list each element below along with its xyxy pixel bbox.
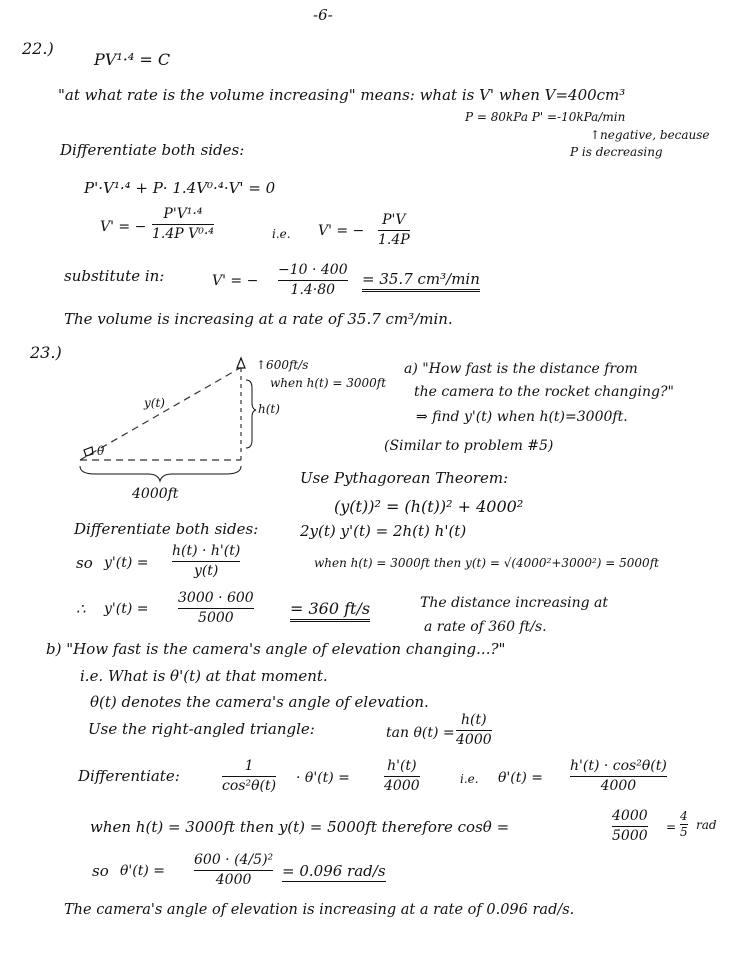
tan-denominator: 4000 (456, 732, 492, 748)
problem-22-question: "at what rate is the volume increasing" means: what is V' when V=400cm³ (58, 86, 626, 104)
problem-22-subst-result: = 35.7 cm³/min (362, 270, 480, 292)
part-b-theta-lhs: θ'(t) = (498, 770, 544, 786)
problem-22-conclusion: The volume is increasing at a rate of 35.7 cm³/min. (64, 310, 453, 328)
cos-denominator: 5000 (612, 828, 648, 844)
rocket-icon (237, 358, 245, 368)
final-numerator: 600 · (4/5)² (194, 852, 274, 868)
part-b-so: so (92, 862, 109, 880)
problem-22-conditions: P = 80kPa P' =-10kPa/min (465, 110, 626, 124)
height-brace (246, 380, 256, 448)
problem-22-subst-lhs: V' = − (212, 273, 259, 289)
part-b-conclusion: The camera's angle of elevation is increasing at a rate of 0.096 rad/s. (64, 902, 575, 918)
part-b-rad: rad (696, 818, 717, 832)
part-a-so: so (76, 554, 93, 572)
part-a-when-y: when h(t) = 3000ft then y(t) = √(4000²+3000²) = 5000ft (314, 556, 659, 570)
part-a-similar: (Similar to problem #5) (384, 438, 554, 454)
part-a-conclusion-1: The distance increasing at (420, 595, 609, 611)
problem-22-eq1: P'·V¹·⁴ + P· 1.4V⁰·⁴·V' = 0 (84, 179, 276, 197)
yprime-denominator: y(t) (193, 563, 219, 579)
problem-22-step-differentiate: Differentiate both sides: (60, 141, 245, 159)
part-a-differentiate-label: Differentiate both sides: (74, 520, 259, 538)
part-a-find: ⇒ find y'(t) when h(t)=3000ft. (416, 409, 628, 425)
part-b-cos-fraction (612, 808, 648, 845)
subst-numerator: −10 · 400 (278, 262, 348, 278)
problem-22-substitute-label: substitute in: (64, 267, 165, 285)
diagram-rate-label: ↑600ft/s (256, 358, 309, 372)
part-b-when: when h(t) = 3000ft then y(t) = 5000ft therefore cosθ = (90, 818, 510, 836)
part-b-ie2: i.e. (460, 772, 479, 786)
eq3-denominator: 1.4P (378, 232, 410, 248)
problem-22-ie: i.e. (272, 227, 291, 241)
part-a-question-1: a) "How fast is the distance from (404, 361, 638, 377)
theta-numerator: h'(t) · cos²θ(t) (570, 758, 667, 774)
final-denominator: 4000 (215, 872, 252, 888)
cos-numerator: 4000 (612, 808, 648, 824)
diagram-angle-label: θ (97, 444, 105, 458)
diagram-height-label: h(t) (258, 402, 280, 416)
eq2-denominator: 1.4P V⁰·⁴ (152, 226, 214, 242)
theta-denominator: 4000 (600, 778, 637, 794)
diagram-hypotenuse-label: y(t) (144, 396, 165, 410)
camera-icon (84, 447, 93, 456)
diagram-base-label: 4000ft (132, 486, 179, 502)
problem-22-note-1: ↑negative, because (590, 128, 710, 142)
part-b-ie: i.e. What is θ'(t) at that moment. (80, 667, 328, 685)
part-b-theta-fraction (570, 758, 667, 795)
part-b-cos-simplified (680, 810, 688, 839)
part-a-question-2: the camera to the rocket changing?" (414, 384, 674, 400)
d2-numerator: h'(t) (387, 758, 417, 774)
part-b-d1-fraction (222, 758, 276, 795)
part-b-final-fraction (194, 852, 273, 889)
part-a-calc-result: = 360 ft/s (290, 600, 370, 622)
calc-denominator: 5000 (198, 610, 234, 626)
eq3-numerator: P'V (382, 212, 406, 228)
part-b-tan-lhs: tan θ(t) = (386, 725, 455, 741)
part-b-final-lhs: θ'(t) = (120, 863, 166, 879)
problem-23-label: 23.) (30, 343, 62, 362)
part-b-tan-fraction (456, 712, 492, 749)
part-b-theta-def: θ(t) denotes the camera's angle of elevation. (90, 693, 429, 711)
part-b-d2-fraction (384, 758, 420, 795)
part-a-therefore: ∴ (76, 600, 86, 618)
part-b-final-result: = 0.096 rad/s (282, 862, 386, 880)
part-b-question: b) "How fast is the camera's angle of elevation changing...?" (46, 640, 506, 658)
page-number: -6- (313, 6, 333, 24)
part-a-conclusion-2: a rate of 360 ft/s. (424, 619, 547, 635)
problem-22-note-2: P is decreasing (570, 145, 663, 159)
d2-denominator: 4000 (384, 778, 420, 794)
part-a-calc-fraction (178, 590, 254, 627)
subst-denominator: 1.4·80 (290, 282, 336, 298)
cos-simplified-denominator: 5 (680, 825, 688, 839)
part-a-yprime-lhs: y'(t) = (104, 555, 149, 571)
part-a-pythagorean-eq: (y(t))² = (h(t))² + 4000² (334, 497, 524, 516)
part-a-yprime-fraction (172, 543, 240, 580)
part-a-pythagorean-label: Use Pythagorean Theorem: (300, 469, 509, 487)
eq2-numerator: P'V¹·⁴ (163, 206, 203, 222)
base-brace (80, 466, 241, 481)
d1-denominator: cos²θ(t) (222, 778, 277, 794)
part-a-calc-lhs: y'(t) = (104, 601, 149, 617)
d1-numerator: 1 (244, 758, 254, 774)
part-b-triangle: Use the right-angled triangle: (88, 720, 315, 738)
diagram-rate-condition: when h(t) = 3000ft (270, 376, 387, 390)
part-b-differentiate: Differentiate: (78, 767, 180, 785)
part-b-cos-equals: = (666, 820, 677, 834)
yprime-numerator: h(t) · h'(t) (172, 543, 241, 559)
problem-22-eq3-lhs: V' = − (318, 223, 365, 239)
calc-numerator: 3000 · 600 (178, 590, 254, 606)
part-a-diff-eq: 2y(t) y'(t) = 2h(t) h'(t) (300, 522, 467, 540)
tan-numerator: h(t) (461, 712, 487, 728)
problem-22-eq2-lhs: V' = − (100, 219, 147, 235)
cos-simplified-numerator: 4 (680, 809, 688, 823)
problem-22-given: PV¹·⁴ = C (94, 50, 171, 69)
part-b-d1-middle: · θ'(t) = (296, 770, 350, 786)
problem-22-label: 22.) (22, 39, 54, 58)
